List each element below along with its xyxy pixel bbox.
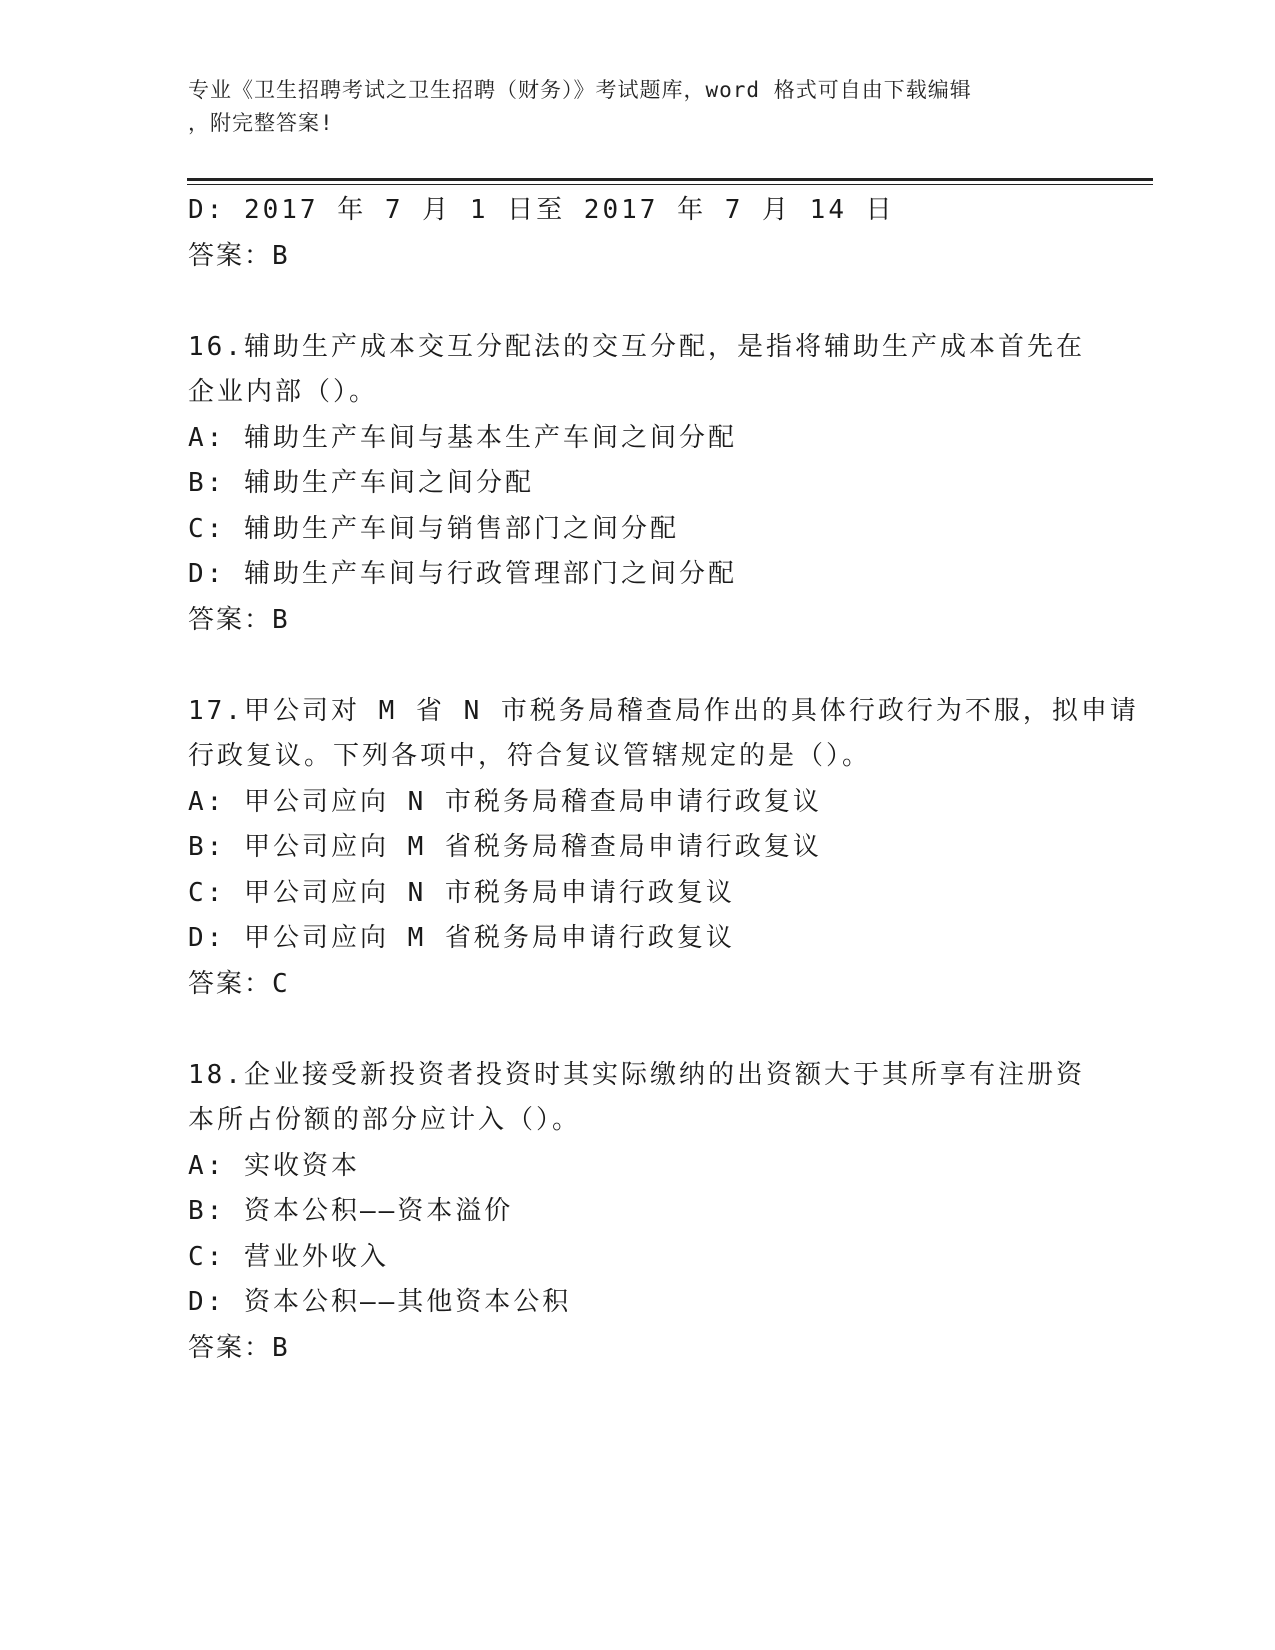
- spacer: [188, 279, 1088, 325]
- header-divider-thick: [187, 178, 1153, 181]
- question-16: [188, 325, 1088, 644]
- question-text-line-2: 行政复议。下列各项中，符合复议管辖规定的是（）。: [188, 741, 872, 771]
- carryover-block: [188, 188, 1088, 279]
- question-text-line-1: 16.辅助生产成本交互分配法的交互分配，是指将辅助生产成本首先在: [188, 331, 1085, 362]
- option-b: B: 资本公积——资本溢价: [188, 1196, 514, 1226]
- question-text-line-1: 17.甲公司对 M 省 N 市税务局稽查局作出的具体行政行为不服，拟申请: [188, 695, 1139, 726]
- question-17: [188, 689, 1139, 1008]
- option-a: A: 实收资本: [188, 1150, 360, 1181]
- option-c: C: 营业外收入: [188, 1241, 389, 1272]
- question-list: [188, 188, 1139, 1371]
- option-d: D: 资本公积——其他资本公积: [188, 1287, 572, 1317]
- answer-line: 答案：B: [188, 1332, 290, 1363]
- spacer: [188, 643, 1088, 689]
- document-header: [188, 74, 1068, 140]
- header-title-line-1: 专业《卫生招聘考试之卫生招聘（财务）》考试题库，word 格式可自由下载编辑: [188, 78, 972, 102]
- option-b: B: 辅助生产车间之间分配: [188, 468, 534, 498]
- question-text-line-2: 企业内部（）。: [188, 377, 379, 407]
- answer-line: 答案：B: [188, 604, 290, 635]
- option-c: C: 甲公司应向 N 市税务局申请行政复议: [188, 877, 735, 908]
- question-text-line-2: 本所占份额的部分应计入（）。: [188, 1105, 582, 1135]
- option-d: D: 辅助生产车间与行政管理部门之间分配: [188, 559, 737, 589]
- option-b: B: 甲公司应向 M 省税务局稽查局申请行政复议: [188, 832, 822, 862]
- header-divider-thin: [187, 184, 1153, 185]
- option-a: A: 辅助生产车间与基本生产车间之间分配: [188, 422, 737, 453]
- question-18: [188, 1053, 1088, 1372]
- header-title-line-2: ，附完整答案!: [188, 111, 334, 135]
- option-c: C: 辅助生产车间与销售部门之间分配: [188, 513, 679, 544]
- answer-line: 答案：B: [188, 240, 290, 271]
- option-d: D: 2017 年 7 月 1 日至 2017 年 7 月 14 日: [188, 195, 895, 225]
- spacer: [188, 1007, 1088, 1053]
- question-text-line-1: 18.企业接受新投资者投资时其实际缴纳的出资额大于其所享有注册资: [188, 1059, 1085, 1090]
- option-a: A: 甲公司应向 N 市税务局稽查局申请行政复议: [188, 786, 822, 817]
- option-d: D: 甲公司应向 M 省税务局申请行政复议: [188, 923, 735, 953]
- answer-line: 答案：C: [188, 968, 290, 999]
